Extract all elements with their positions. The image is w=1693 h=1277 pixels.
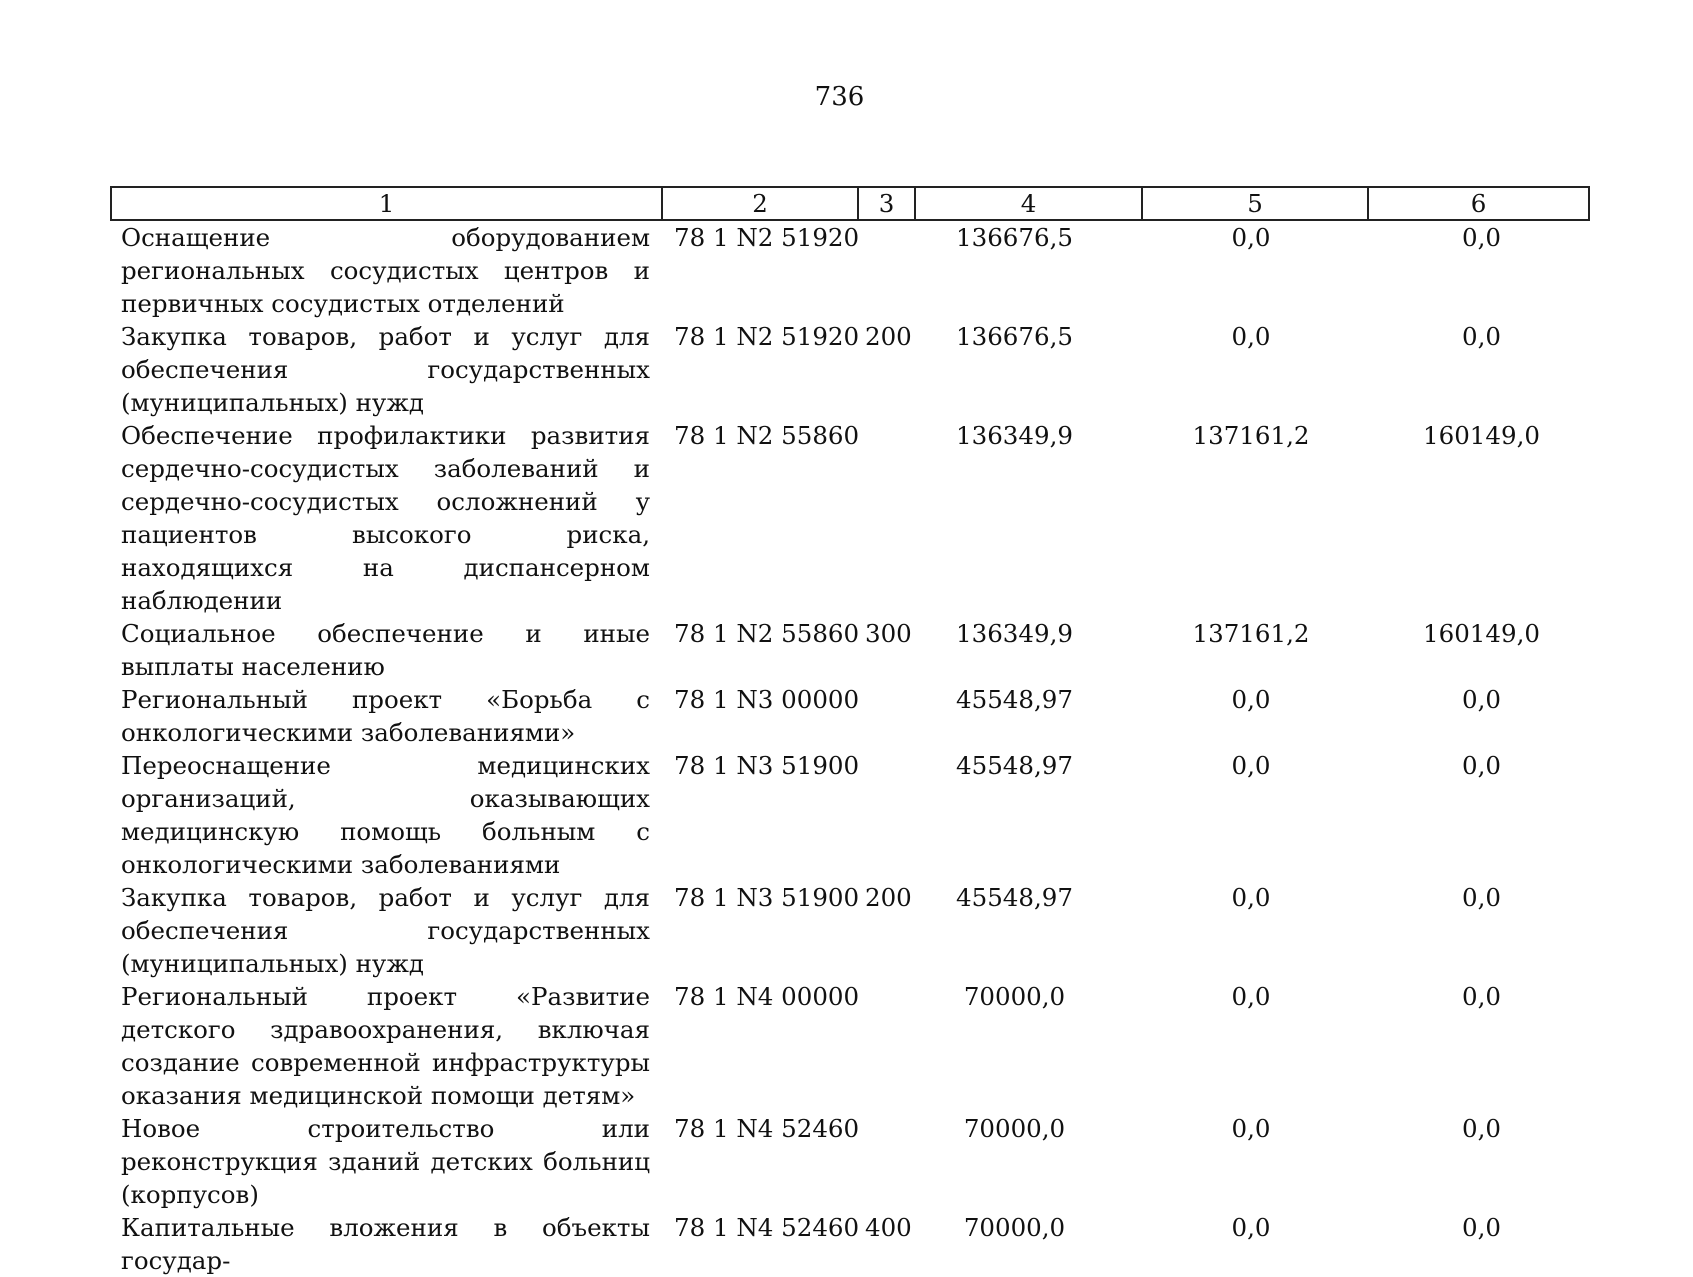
column-header-5: 5 [1142, 187, 1368, 220]
amount-column-4-cell: 136676,5 [956, 322, 1073, 351]
expense-name-cell: Социальное обеспечение и иные выплаты населению [121, 619, 650, 681]
amount-column-6-cell: 0,0 [1462, 1213, 1501, 1242]
amount-column-5-cell: 0,0 [1231, 883, 1271, 912]
expense-type-cell [858, 419, 915, 617]
amount-column-4-cell: 45548,97 [956, 883, 1073, 912]
amount-column-4-cell: 70000,0 [963, 1114, 1066, 1143]
amount-column-5-cell: 0,0 [1231, 982, 1271, 1011]
column-header-2: 2 [662, 187, 858, 220]
amount-column-6-cell: 0,0 [1462, 223, 1501, 252]
expense-type-cell [858, 1112, 915, 1211]
target-article-code-cell: 78 1 N4 00000 [674, 982, 860, 1011]
amount-column-5-cell: 0,0 [1231, 685, 1271, 714]
amount-column-5-cell: 0,0 [1231, 1213, 1271, 1242]
amount-column-5-cell: 0,0 [1231, 223, 1271, 252]
column-header-1: 1 [111, 187, 662, 220]
expense-type-cell [858, 683, 915, 749]
amount-column-5-cell: 0,0 [1231, 751, 1271, 780]
expense-name-cell: Региональный проект «Развитие детского здравоохранения, включая создание современной инфраструктуры оказания медицинской помощи детям» [121, 982, 650, 1110]
target-article-code-cell: 78 1 N4 52460 [674, 1213, 860, 1242]
table-row [111, 220, 1589, 320]
expense-name-cell: Региональный проект «Борьба с онкологическими заболеваниями» [121, 685, 650, 747]
expense-type-cell: 400 [865, 1213, 912, 1242]
expense-name-cell: Оснащение оборудованием региональных сосудистых центров и первичных сосудистых отделений [121, 223, 650, 318]
table-row [111, 881, 1589, 980]
amount-column-5-cell: 0,0 [1231, 1114, 1271, 1143]
amount-column-4-cell: 70000,0 [963, 1213, 1066, 1242]
expense-name-cell: Капитальные вложения в объекты государ- [121, 1213, 650, 1275]
table-row [111, 749, 1589, 881]
amount-column-4-cell: 136349,9 [956, 421, 1073, 450]
amount-column-6-cell: 160149,0 [1423, 619, 1540, 648]
amount-column-6-cell: 0,0 [1462, 685, 1501, 714]
expense-type-cell [858, 749, 915, 881]
table-row [111, 1112, 1589, 1211]
target-article-code-cell: 78 1 N3 51900 [674, 883, 860, 912]
amount-column-4-cell: 70000,0 [963, 982, 1066, 1011]
target-article-code-cell: 78 1 N2 51920 [674, 322, 860, 351]
column-header-3: 3 [858, 187, 915, 220]
table-row [111, 617, 1589, 683]
budget-table [110, 186, 1590, 1277]
amount-column-4-cell: 45548,97 [956, 685, 1073, 714]
amount-column-6-cell: 160149,0 [1423, 421, 1540, 450]
table-row [111, 1211, 1589, 1277]
amount-column-4-cell: 45548,97 [956, 751, 1073, 780]
table-row [111, 980, 1589, 1112]
target-article-code-cell: 78 1 N4 52460 [674, 1114, 860, 1143]
expense-name-cell: Новое строительство или реконструкция зданий детских больниц (корпусов) [121, 1114, 650, 1209]
expense-type-cell [858, 220, 915, 320]
amount-column-6-cell: 0,0 [1462, 751, 1501, 780]
amount-column-5-cell: 0,0 [1231, 322, 1271, 351]
target-article-code-cell: 78 1 N3 51900 [674, 751, 860, 780]
expense-name-cell: Закупка товаров, работ и услуг для обеспечения государственных (муниципальных) нужд [121, 322, 650, 417]
amount-column-5-cell: 137161,2 [1192, 421, 1310, 450]
amount-column-4-cell: 136349,9 [956, 619, 1073, 648]
expense-type-cell: 200 [865, 322, 912, 351]
column-header-6: 6 [1368, 187, 1589, 220]
table-row [111, 320, 1589, 419]
amount-column-6-cell: 0,0 [1462, 982, 1501, 1011]
table-row [111, 683, 1589, 749]
amount-column-5-cell: 137161,2 [1192, 619, 1310, 648]
expense-type-cell [858, 980, 915, 1112]
page-number: 736 [814, 82, 865, 112]
target-article-code-cell: 78 1 N3 00000 [674, 685, 860, 714]
target-article-code-cell: 78 1 N2 55860 [674, 619, 860, 648]
column-header-4: 4 [915, 187, 1142, 220]
amount-column-6-cell: 0,0 [1462, 1114, 1501, 1143]
amount-column-4-cell: 136676,5 [956, 223, 1073, 252]
target-article-code-cell: 78 1 N2 51920 [674, 223, 860, 252]
table-body [111, 220, 1589, 1277]
table-row [111, 419, 1589, 617]
expense-name-cell: Закупка товаров, работ и услуг для обеспечения государственных (муниципальных) нужд [121, 883, 650, 978]
expense-name-cell: Переоснащение медицинских организаций, оказывающих медицинскую помощь больным с онкологическими заболеваниями [121, 751, 650, 879]
amount-column-6-cell: 0,0 [1462, 883, 1501, 912]
expense-type-cell: 300 [865, 619, 912, 648]
column-number-header-row [111, 187, 1589, 220]
expense-name-cell: Обеспечение профилактики развития сердечно-сосудистых заболеваний и сердечно-сосудистых осложнений у пациентов высокого риска, находящихся на диспансерном наблюдении [121, 421, 650, 615]
expense-type-cell: 200 [865, 883, 912, 912]
target-article-code-cell: 78 1 N2 55860 [674, 421, 860, 450]
amount-column-6-cell: 0,0 [1462, 322, 1501, 351]
